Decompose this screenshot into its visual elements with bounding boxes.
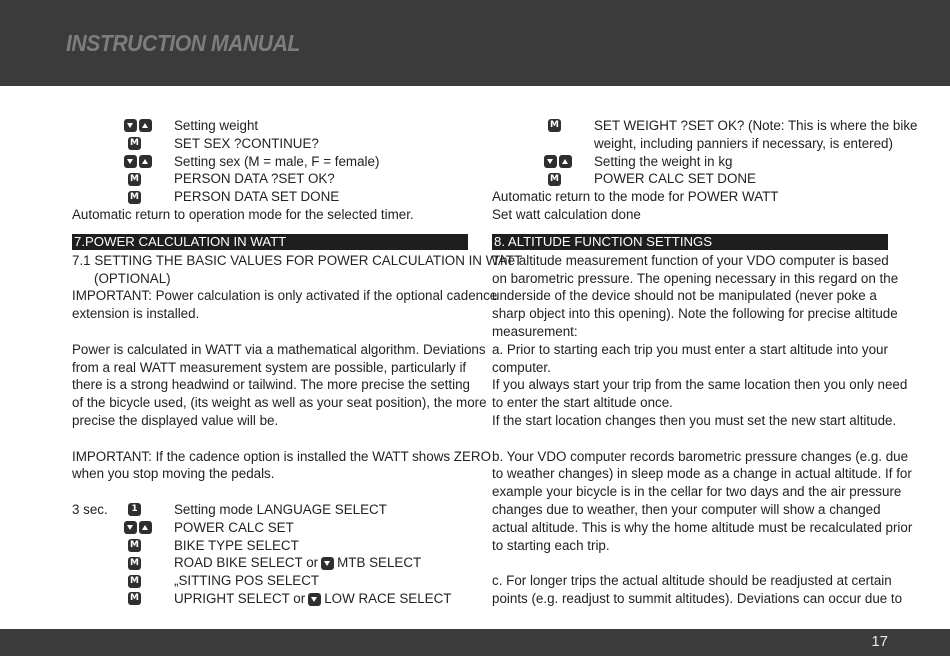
step-text: SET SEX ?CONTINUE? [174, 135, 319, 151]
step-text: PERSON DATA ?SET OK? [174, 171, 335, 187]
step-text: ROAD BIKE SELECT or [174, 555, 319, 571]
m-button-icon [128, 173, 141, 186]
step-row [72, 135, 468, 153]
paragraph-line: to starting each trip. [492, 537, 610, 553]
paragraph-line: to weather changes) in sleep mode as a change in actual altitude. If for [492, 466, 912, 482]
button-1-icon [128, 503, 141, 516]
auto-return-text: Automatic return to operation mode for the selected timer. [72, 206, 414, 222]
set-done-text: Set watt calculation done [492, 206, 641, 222]
step-text: SET WEIGHT ?SET OK? (Note: This is where the bike [594, 118, 918, 133]
step-text: POWER CALC SET [174, 519, 294, 535]
paragraph-line: to enter the start altitude once. [492, 395, 673, 411]
paragraph-line: The altitude measurement function of your VDO computer is based [492, 252, 889, 268]
paragraph-line: there is a strong headwind or tailwind. The more precise the setting [72, 377, 470, 393]
manual-title: INSTRUCTION MANUAL [66, 30, 300, 56]
step-text: POWER CALC SET DONE [594, 171, 756, 187]
paragraph-line: b. Your VDO computer records barometric pressure changes (e.g. due [492, 448, 909, 464]
step-row [492, 153, 888, 171]
step-row [492, 117, 918, 135]
step-text: BIKE TYPE SELECT [174, 537, 299, 553]
paragraph-line: example your bicycle is in the cellar for two days and the air pressure [492, 484, 902, 500]
page-number: 17 [871, 633, 888, 650]
step-row [492, 170, 888, 188]
footer-bar [0, 629, 950, 656]
step-text: PERSON DATA SET DONE [174, 189, 340, 205]
paragraph-line: computer. [492, 359, 551, 375]
subsection-title-cont: (OPTIONAL) [94, 270, 171, 286]
down-arrow-button-icon [544, 155, 557, 168]
paragraph-line: Power is calculated in WATT via a mathematical algorithm. Deviations [72, 341, 486, 357]
up-arrow-button-icon [559, 155, 572, 168]
step-text: Setting sex (M = male, F = female) [174, 153, 380, 169]
paragraph-line: of the bicycle used, (its weight as well as your seat position), the more [72, 395, 487, 411]
step-row [72, 170, 468, 188]
step-text: MTB SELECT [337, 555, 422, 571]
step-row [72, 590, 468, 608]
m-button-icon [128, 539, 141, 552]
auto-return-text: Automatic return to the mode for POWER WATT [492, 189, 779, 205]
step-row [72, 537, 468, 555]
step-row [72, 188, 468, 206]
step-text: Setting the weight in kg [594, 153, 733, 169]
m-button-icon [128, 557, 141, 570]
m-button-icon [128, 592, 141, 605]
paragraph-line: from a real WATT measurement system are possible, particularly if [72, 359, 467, 375]
paragraph-line: measurement: [492, 323, 578, 339]
important-note: IMPORTANT: Power calculation is only activated if the optional cadence [72, 288, 498, 304]
step-row [72, 554, 468, 572]
m-button-icon [128, 575, 141, 588]
paragraph-line: on barometric pressure. The opening necessary in this regard on the [492, 270, 899, 286]
paragraph-line: If the start location changes then you must set the new start altitude. [492, 412, 897, 428]
step-row [72, 501, 468, 519]
down-arrow-button-icon [124, 521, 137, 534]
paragraph-line: If you always start your trip from the same location then you only need [492, 377, 908, 393]
down-arrow-button-icon [124, 119, 137, 132]
m-button-icon [128, 137, 141, 150]
step-text: Setting weight [174, 118, 259, 133]
step-row [72, 572, 468, 590]
step-text: UPRIGHT SELECT or [174, 590, 306, 606]
paragraph-line: actual altitude. This is why the home altitude must be recalculated prior [492, 519, 913, 535]
step-row [72, 519, 468, 537]
paragraph-line: a. Prior to starting each trip you must enter a start altitude into your [492, 341, 888, 357]
m-button-icon [548, 119, 561, 132]
m-button-icon [128, 191, 141, 204]
down-arrow-button-icon [321, 557, 334, 570]
step-text: „SITTING POS SELECT [174, 573, 320, 589]
paragraph-line: points (e.g. readjust to summit altitudes). Deviations can occur due to [492, 590, 903, 606]
paragraph-line: sharp object into this opening). Note the following for precise altitude [492, 306, 898, 322]
step-row [72, 117, 468, 135]
paragraph-line: changes due to weather, then your computer will show a changed [492, 501, 881, 517]
step-row [72, 153, 468, 171]
step-text: Setting mode LANGUAGE SELECT [174, 501, 387, 517]
step-text: LOW RACE SELECT [324, 590, 452, 606]
up-arrow-button-icon [139, 119, 152, 132]
section-7-heading: 7.POWER CALCULATION IN WATT [72, 234, 468, 250]
subsection-title: 7.1 SETTING THE BASIC VALUES FOR POWER CALCULATION IN WATT [72, 252, 523, 268]
duration-label: 3 sec. [72, 501, 108, 517]
paragraph-line: underside of the device should not be manipulated (never poke a [492, 288, 877, 304]
important-note-cont: extension is installed. [72, 306, 200, 322]
step-text-cont: weight, including panniers if necessary, is entered) [594, 135, 893, 151]
header-bar [0, 0, 950, 86]
important-note: IMPORTANT: If the cadence option is installed the WATT shows ZERO [72, 448, 491, 464]
up-arrow-button-icon [139, 155, 152, 168]
paragraph-line: c. For longer trips the actual altitude should be readjusted at certain [492, 573, 892, 589]
down-arrow-button-icon [308, 593, 321, 606]
right-column [492, 117, 918, 608]
m-button-icon [548, 173, 561, 186]
important-note-cont: when you stop moving the pedals. [72, 466, 275, 482]
section-8-heading: 8. ALTITUDE FUNCTION SETTINGS [492, 234, 888, 250]
up-arrow-button-icon [139, 521, 152, 534]
paragraph-line: precise the displayed value will be. [72, 412, 279, 428]
down-arrow-button-icon [124, 155, 137, 168]
